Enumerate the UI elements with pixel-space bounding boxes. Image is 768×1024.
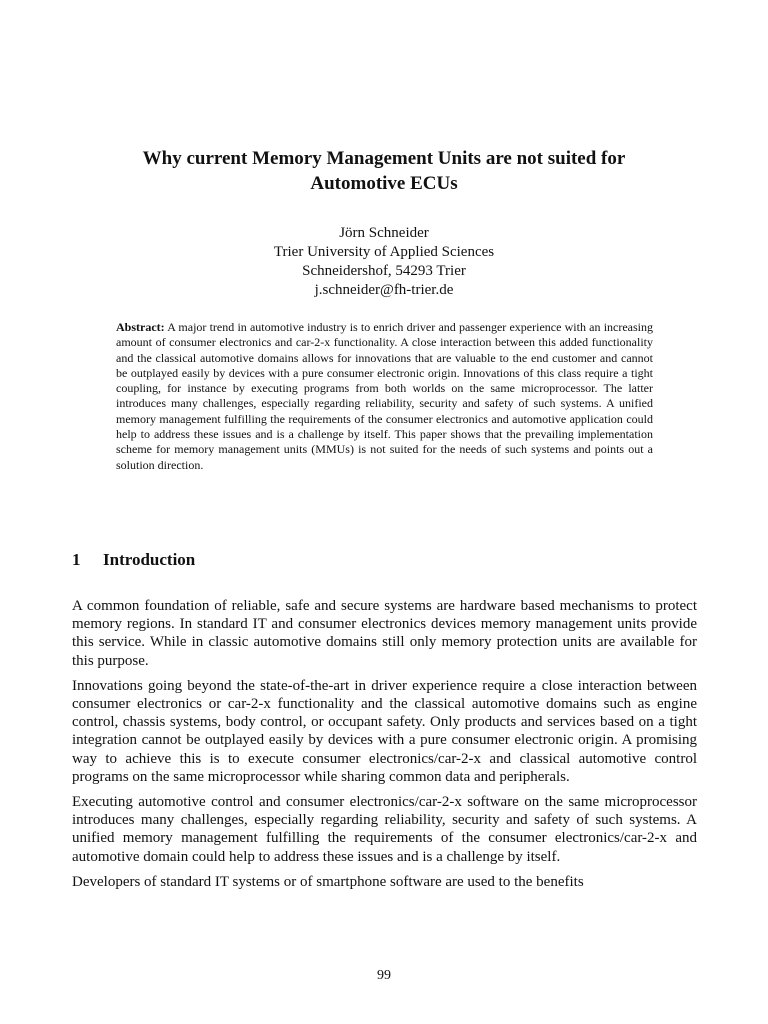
author-affiliation: Trier University of Applied Sciences — [273, 244, 495, 260]
paper-title — [40, 146, 728, 196]
paragraph: Executing automotive control and consumer electronics/car-2-x software on the same microprocessor introduces many challenges, especially regarding reliability, security and safety of such systems. A unified memory management fulfilling the requirements of the consumer electronics/car-2-x and automotive domain could help to address these issues and is a challenge by itself. — [72, 794, 697, 865]
title-line-1: Why current Memory Management Units are not suited for — [142, 148, 626, 169]
paragraph: Developers of standard IT systems or of smartphone software are used to the benefits — [72, 873, 584, 890]
title-line-2: Automotive ECUs — [310, 173, 458, 194]
section-heading — [72, 549, 195, 571]
abstract-label: Abstract: — [116, 320, 165, 334]
paragraph: A common foundation of reliable, safe and secure systems are hardware based mechanisms to protect memory regions. In standard IT and consumer electronics devices memory management units provide this service. While in classic automotive domains still only memory protection units are available for this purpose. — [72, 598, 697, 669]
section-number: 1 — [72, 550, 81, 569]
body-text — [72, 597, 697, 898]
author-name: Jörn Schneider — [339, 225, 429, 241]
section-title: Introduction — [103, 550, 196, 569]
abstract — [116, 320, 653, 473]
author-address: Schneidershof, 54293 Trier — [302, 263, 466, 279]
author-email: j.schneider@fh-trier.de — [314, 282, 454, 298]
page-number: 99 — [377, 968, 391, 983]
abstract-text: A major trend in automotive industry is to enrich driver and passenger experience with an increasing amount of consumer electronics and car-2-x functionality. A close interaction between this added functionality and the classical automotive domains allows for innovations that are valuable to the end customer and cannot be outplayed easily by devices with a pure consumer electronic origin. Innovations of this class require a tight coupling, for instance by executing programs from both worlds on the same microprocessor. The latter introduces many challenges, especially regarding reliability, security and safety of such systems. A unified memory management fulfilling the requirements of the consumer electronics and automotive application could help to address these issues and is a challenge by itself. This paper shows that the prevailing implementation scheme for memory management units (MMUs) is not suited for the needs of such systems and points out a solution direction. — [116, 320, 654, 472]
paragraph: Innovations going beyond the state-of-the-art in driver experience require a close interaction between consumer electronics or car-2-x functionality and the classical automotive domains such as engine control, chassis systems, body control, or occupant safety. Only products and services based on a tight integration cannot be outplayed easily by devices with a pure consumer electronic origin. A promising way to achieve this is to execute consumer electronics/car-2-x and classical automotive control programs on the same microprocessor while sharing common data and peripherals. — [72, 677, 697, 785]
author-block — [40, 224, 728, 300]
